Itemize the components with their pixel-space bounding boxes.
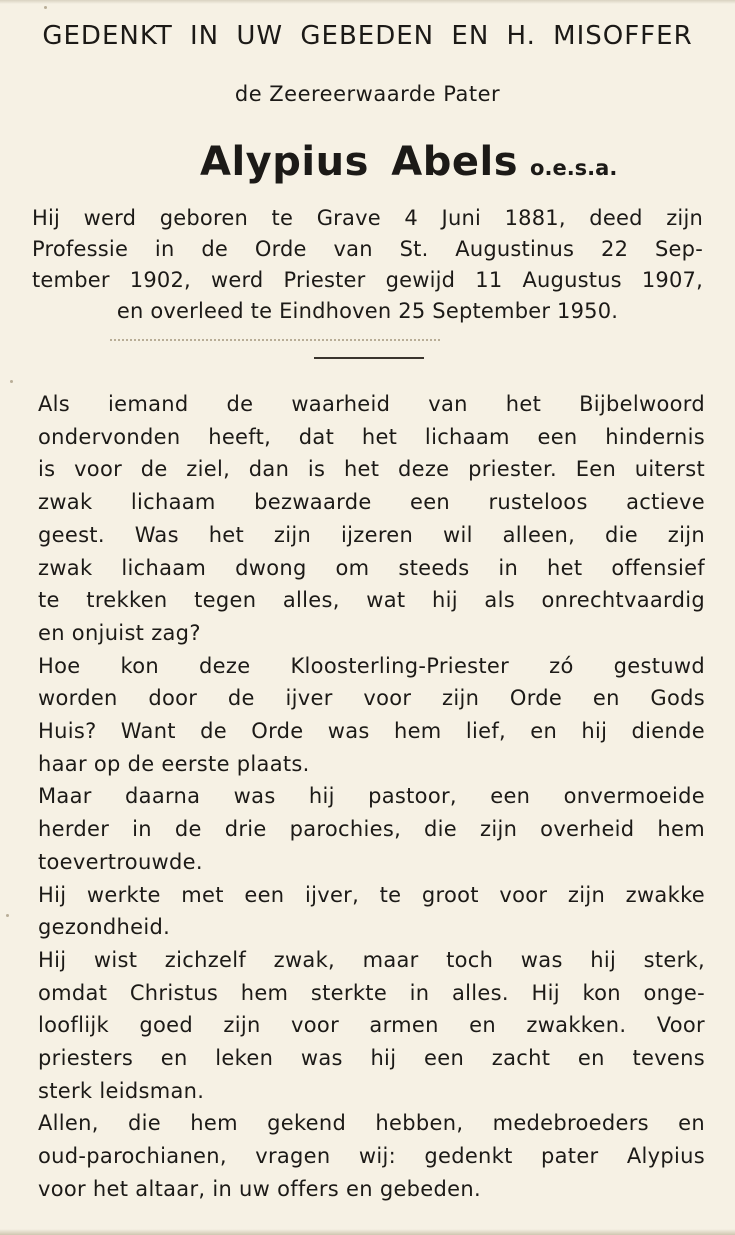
- deceased-name-line: [200, 134, 617, 198]
- eulogy-line: Huis? Want de Orde was hem lief, en hij diende: [38, 719, 705, 744]
- eulogy-line: herder in de drie parochies, die zijn overheid hem: [38, 817, 705, 842]
- deceased-name: Alypius Abels: [200, 139, 519, 185]
- eulogy-line: Allen, die hem gekend hebben, medebroeders en: [38, 1111, 705, 1136]
- faint-divider: [110, 339, 440, 341]
- eulogy-line: zwak lichaam dwong om steeds in het offensief: [38, 555, 705, 580]
- bio-line: Professie in de Orde van St. Augustinus 22 Sep-: [32, 237, 703, 261]
- eulogy-line: Maar daarna was hij pastoor, een onvermoeide: [38, 784, 705, 809]
- paper-speck: [44, 6, 47, 9]
- eulogy-line: priesters en leken was hij een zacht en tevens: [38, 1046, 705, 1071]
- eulogy-line: Hij werkte met een ijver, te groot voor zijn zwakke: [38, 882, 705, 907]
- eulogy-line: Als iemand de waarheid van het Bijbelwoord: [38, 392, 705, 416]
- bio-line: en overleed te Eindhoven 25 September 1950.: [116, 299, 619, 323]
- honorific-title: de Zeereerwaarde Pater: [234, 82, 501, 106]
- eulogy-line: omdat Christus hem sterkte in alles. Hij kon onge-: [38, 980, 705, 1005]
- biography-block: [32, 203, 703, 327]
- card-header: GEDENKT IN UW GEBEDEN EN H. MISOFFER: [42, 21, 693, 51]
- section-divider: [314, 357, 424, 359]
- eulogy-line: haar op de eerste plaats.: [38, 751, 310, 776]
- eulogy-line: Hoe kon deze Kloosterling-Priester zó gestuwd: [38, 653, 705, 678]
- bottom-edge: [0, 1229, 735, 1235]
- eulogy-line: ondervonden heeft, dat het lichaam een hindernis: [38, 424, 705, 449]
- eulogy-line: oud-parochianen, vragen wij: gedenkt pater Alypius: [38, 1144, 705, 1169]
- eulogy-line: gezondheid.: [38, 915, 171, 940]
- paper-speck: [10, 380, 13, 383]
- bio-line: tember 1902, werd Priester gewijd 11 Augustus 1907,: [32, 268, 703, 292]
- eulogy-line: Hij wist zichzelf zwak, maar toch was hij sterk,: [38, 947, 705, 972]
- eulogy-line: te trekken tegen alles, wat hij als onrechtvaardig: [38, 588, 705, 613]
- top-edge: [0, 0, 735, 4]
- eulogy-line: worden door de ijver voor zijn Orde en Gods: [38, 686, 705, 711]
- bio-line: Hij werd geboren te Grave 4 Juni 1881, deed zijn: [32, 206, 703, 230]
- eulogy-text: [38, 388, 705, 1206]
- eulogy-line: looflijk goed zijn voor armen en zwakken. Voor: [38, 1013, 705, 1038]
- eulogy-line: is voor de ziel, dan is het deze priester. Een uiterst: [38, 457, 705, 482]
- eulogy-line: zwak lichaam bezwaarde een rusteloos actieve: [38, 490, 705, 515]
- paper-speck: [6, 914, 9, 917]
- eulogy-line: en onjuist zag?: [38, 620, 201, 645]
- eulogy-line: toevertrouwde.: [38, 849, 203, 874]
- eulogy-line: sterk leidsman.: [38, 1078, 205, 1103]
- religious-order-abbreviation: o.e.s.a.: [530, 156, 618, 180]
- eulogy-line: geest. Was het zijn ijzeren wil alleen, die zijn: [38, 522, 705, 547]
- eulogy-line: voor het altaar, in uw offers en gebeden.: [38, 1176, 481, 1201]
